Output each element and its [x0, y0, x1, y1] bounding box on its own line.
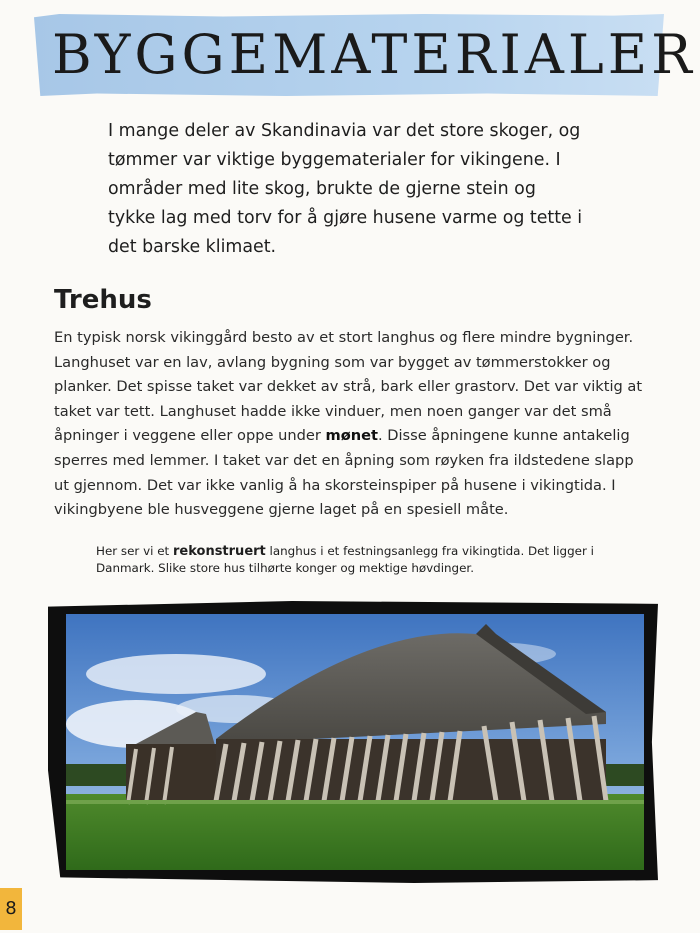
longhouse-photo — [66, 614, 644, 870]
caption-part1: Her ser vi et — [96, 544, 173, 558]
caption-term: rekonstruert — [172, 544, 266, 559]
page-number: 8 — [0, 888, 22, 930]
body-paragraph — [54, 326, 649, 523]
section-heading: Trehus — [54, 285, 152, 315]
longhouse-illustration — [66, 614, 644, 870]
intro-paragraph: I mange deler av Skandinavia var det store skoger, og tømmer var viktige byggematerialer for vikingene. I områder med lite skog, brukte de gjerne stein og tykke lag med torv for å gjøre husene varme og tette i det barske klimaet. — [108, 121, 583, 257]
caption-part2: langhus i et festningsanlegg fra vikingtida. Det ligger i Danmark. Slike store hus tilhørte konger og mektige høvdinger. — [96, 544, 594, 575]
photo-caption — [96, 543, 596, 577]
page-title: BYGGEMATERIALER — [52, 23, 696, 86]
body-text-part1: En typisk norsk vikinggård besto av et stort langhus og flere mindre bygninger. Langhuset var en lav, avlang bygning som var bygget av tømmerstokker og planker. Det spisse taket var dekket av strå, bark eller grastorv. Det var viktig at taket var tett. Langhuset hadde ikke vinduer, men noen ganger var det små åpninger i veggene eller oppe under — [54, 329, 643, 445]
body-text-part2: . Disse åpningene kunne antakelig sperres med lemmer. I taket var det en åpning som røyken fra ildstedene slapp ut gjennom. Det var ikke vanlig å ha skorsteinspiper på husene i vikingtida. I vikingbyene ble husveggene gjerne laget på en spesiell måte. — [54, 427, 634, 519]
body-term-monet: mønet — [325, 427, 378, 445]
